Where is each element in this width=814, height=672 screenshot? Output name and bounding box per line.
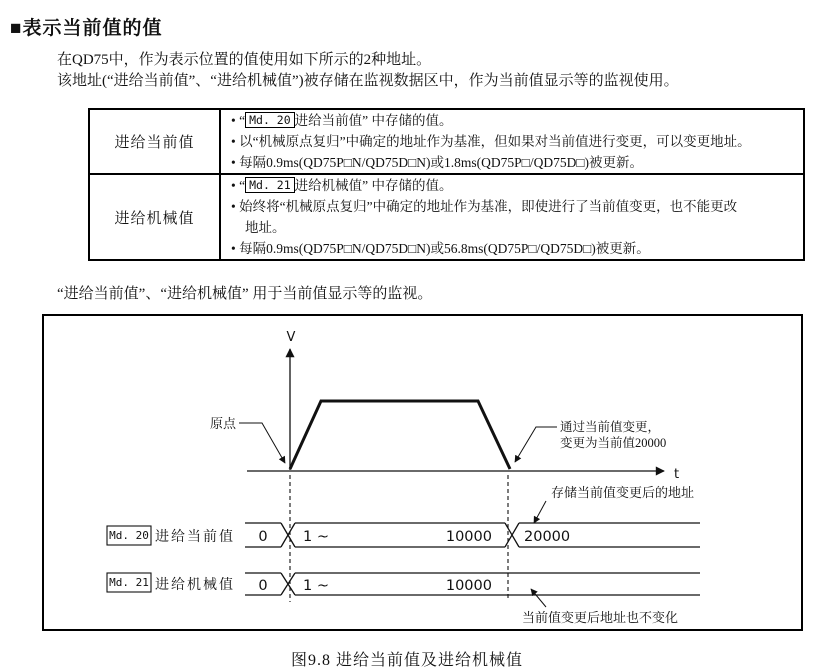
bullet-item: • 每隔0.9ms(QD75P□N/QD75D□N)或1.8ms(QD75P□/QD75D□)被更新。 <box>231 155 643 170</box>
figure-caption: 图9.8 进给当前值及进给机械值 <box>290 652 523 669</box>
bullet-item: • 以“机械原点复归”中确定的地址作为基准，但如果对当前值进行变更，可以变更地址。 <box>231 134 751 149</box>
bullet-text: 进给当前值” 中存储的值。 <box>294 113 453 128</box>
store-annotation: 存储当前值变更后的地址 <box>551 485 695 500</box>
md20-code: Md. 20 <box>109 529 149 542</box>
md21-value-0: 0 <box>258 578 268 594</box>
md20-value-0: 0 <box>258 529 268 545</box>
intro-line-2: 该地址(“进给当前值”、“进给机械值”)被存储在监视数据区中，作为当前值显示等的监视使用。 <box>57 73 679 89</box>
nochange-annotation: 当前值变更后地址也不变化 <box>522 610 679 625</box>
nochange-arrow <box>531 589 546 607</box>
store-arrow <box>534 501 546 523</box>
md20-code-badge: Md. 20 <box>245 112 295 128</box>
bullet-item-continuation: 地址。 <box>245 220 286 235</box>
intro-paragraph <box>57 50 679 92</box>
md21-code-badge: Md. 21 <box>245 177 295 193</box>
md21-value-1: 1 ~ <box>303 578 329 594</box>
table-row-feed-current-value <box>89 109 804 174</box>
change-annotation-line2: 变更为当前值20000 <box>560 436 667 450</box>
md21-label: 进给机械值 <box>155 578 235 593</box>
t-axis-label: t <box>674 467 680 482</box>
row-label: 进给机械值 <box>89 174 220 260</box>
timing-diagram-svg <box>44 316 801 629</box>
bullet-item: • 每隔0.9ms(QD75P□N/QD75D□N)或56.8ms(QD75P□/QD75D□)被更新。 <box>231 241 650 256</box>
origin-arrow <box>239 423 285 463</box>
velocity-profile <box>290 401 510 469</box>
row-label: 进给当前值 <box>89 109 220 174</box>
address-spec-table <box>88 108 805 261</box>
change-annotation-line1: 通过当前值变更， <box>560 420 661 434</box>
origin-annotation: 原点 <box>209 416 236 431</box>
bullet-text: • “ <box>231 113 246 128</box>
intro-line-1: 在QD75中，作为表示位置的值使用如下所示的2种地址。 <box>57 52 432 68</box>
bullet-item: • 始终将“机械原点复归”中确定的地址作为基准，即使进行了当前值变更，也不能更改 <box>231 199 738 214</box>
bullet-text: • “ <box>231 178 246 193</box>
table-row-feed-machine-value <box>89 174 804 260</box>
timing-diagram <box>42 314 803 631</box>
md20-value-10000: 10000 <box>445 529 492 545</box>
section-title: ■表示当前值的值 <box>10 18 163 39</box>
md20-value-20000: 20000 <box>524 529 571 545</box>
bullet-text: 进给机械值” 中存储的值。 <box>294 178 453 193</box>
md21-code: Md. 21 <box>109 576 149 589</box>
md20-label: 进给当前值 <box>155 530 235 545</box>
md20-value-1: 1 ~ <box>303 529 329 545</box>
monitor-usage-note: “进给当前值”、“进给机械值” 用于当前值显示等的监视。 <box>57 286 433 302</box>
bullet-item <box>231 110 795 131</box>
md21-value-10000: 10000 <box>445 578 492 594</box>
change-arrow <box>515 427 557 462</box>
v-axis-label: V <box>286 330 296 345</box>
bullet-item <box>231 175 795 196</box>
